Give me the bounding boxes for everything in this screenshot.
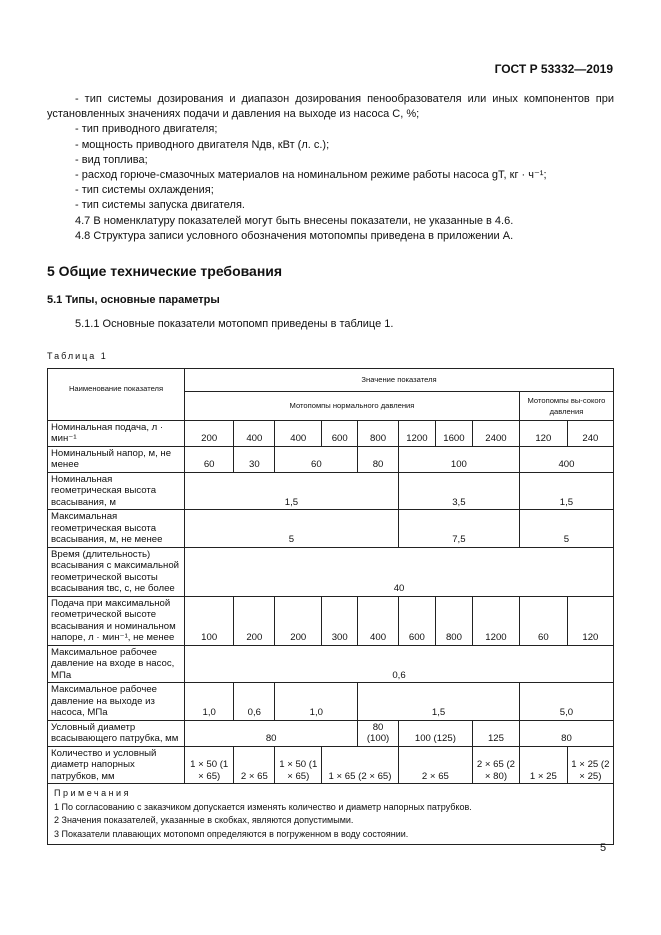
row-label: Максимальное рабочее давление на входе в насос, МПа	[48, 645, 185, 683]
value-cell: 1,5	[185, 472, 399, 510]
value-cell: 1200	[472, 596, 519, 645]
value-cell: 400	[275, 420, 322, 446]
list-item: - тип системы запуска двигателя.	[75, 199, 245, 212]
value-cell: 5	[519, 510, 613, 548]
subsection-heading: 5.1 Типы, основные параметры	[47, 294, 220, 307]
value-cell: 2 × 65	[398, 746, 472, 784]
table-row	[48, 596, 614, 645]
value-cell: 1 × 25 (2 × 25)	[567, 746, 613, 784]
paragraph-5-1-1: 5.1.1 Основные показатели мотопомп приведены в таблице 1.	[75, 318, 394, 331]
table-row	[48, 683, 614, 721]
table-row	[48, 645, 614, 683]
header-name: Наименование показателя	[48, 368, 185, 420]
table-row	[48, 446, 614, 472]
note-item: 1 По согласованию с заказчиком допускается изменять количество и диаметр напорных патрубков.	[54, 801, 472, 812]
list-item: - мощность приводного двигателя Nдв, кВт (л. с.);	[75, 138, 330, 151]
list-item: - тип системы охлаждения;	[75, 184, 214, 197]
page-number: 5	[600, 842, 607, 854]
list-item: - тип приводного двигателя;	[75, 123, 218, 136]
value-cell: 1,5	[519, 472, 613, 510]
table-notes	[48, 784, 614, 845]
section-heading: 5 Общие технические требования	[47, 263, 283, 280]
value-cell: 2400	[472, 420, 519, 446]
document-body	[47, 92, 614, 845]
row-label: Номинальный напор, м, не менее	[48, 446, 185, 472]
value-cell: 200	[275, 596, 322, 645]
paragraph-4-8: 4.8 Структура записи условного обозначения мотопомпы приведена в приложении А.	[75, 229, 514, 242]
value-cell: 400	[358, 596, 399, 645]
value-cell: 60	[185, 446, 234, 472]
row-label: Количество и условный диаметр напорных патрубков, мм	[48, 746, 185, 784]
value-cell: 100	[185, 596, 234, 645]
table-row	[48, 420, 614, 446]
value-cell: 40	[185, 547, 614, 596]
value-cell: 80	[358, 446, 399, 472]
value-cell: 2 × 65	[234, 746, 275, 784]
row-label: Максимальная геометрическая высота всасывания, м, не менее	[48, 510, 185, 548]
standard-header: ГОСТ Р 53332—2019	[494, 62, 613, 76]
row-label: Номинальная подача, л · мин⁻¹	[48, 420, 185, 446]
value-cell: 600	[398, 596, 435, 645]
value-cell: 1,0	[275, 683, 358, 721]
value-cell: 800	[358, 420, 399, 446]
value-cell: 240	[567, 420, 613, 446]
value-cell: 60	[519, 596, 567, 645]
value-cell: 100 (125)	[398, 720, 472, 746]
value-cell: 120	[519, 420, 567, 446]
value-cell: 600	[322, 420, 358, 446]
value-cell: 100	[398, 446, 519, 472]
table-row	[48, 510, 614, 548]
list-item: - расход горюче-смазочных материалов на номинальном режиме работы насоса gТ, кг · ч⁻¹;	[75, 169, 547, 182]
list-item: - тип системы дозирования и диапазон дозирования пенообразователя или иных компонентов при установленных значениях подачи и давления на выходе из насоса С, %;	[47, 93, 614, 121]
value-cell: 120	[567, 596, 613, 645]
list	[47, 122, 614, 213]
value-cell: 200	[234, 596, 275, 645]
value-cell: 1,5	[358, 683, 520, 721]
header-normal-pressure: Мотопомпы нормального давления	[185, 391, 520, 420]
value-cell: 5,0	[519, 683, 613, 721]
value-cell: 0,6	[185, 645, 614, 683]
value-cell: 800	[435, 596, 472, 645]
value-cell: 400	[519, 446, 613, 472]
value-cell: 1200	[398, 420, 435, 446]
row-label: Номинальная геометрическая высота всасывания, м	[48, 472, 185, 510]
value-cell: 80	[519, 720, 613, 746]
header-value: Значение показателя	[185, 368, 614, 391]
row-label: Подача при максимальной геометрической высоте всасывания и номинальном напоре, л · мин⁻¹, не менее	[48, 596, 185, 645]
note-item: 2 Значения показателей, указанные в скобках, являются допустимыми.	[54, 815, 354, 826]
value-cell: 400	[234, 420, 275, 446]
row-label: Максимальное рабочее давление на выходе из насоса, МПа	[48, 683, 185, 721]
table-row	[48, 720, 614, 746]
list-item: - вид топлива;	[75, 153, 148, 166]
table-caption: Таблица 1	[47, 350, 108, 361]
value-cell: 125	[472, 720, 519, 746]
header-high-pressure: Мотопомпы вы-сокого давления	[519, 391, 613, 420]
value-cell: 80 (100)	[358, 720, 399, 746]
value-cell: 2 × 65 (2 × 80)	[472, 746, 519, 784]
row-label: Условный диаметр всасывающего патрубка, мм	[48, 720, 185, 746]
value-cell: 1600	[435, 420, 472, 446]
notes-title: Примечания	[54, 788, 131, 799]
value-cell: 1 × 65 (2 × 65)	[322, 746, 399, 784]
value-cell: 0,6	[234, 683, 275, 721]
value-cell: 1 × 25	[519, 746, 567, 784]
value-cell: 1,0	[185, 683, 234, 721]
value-cell: 3,5	[398, 472, 519, 510]
value-cell: 60	[275, 446, 358, 472]
value-cell: 5	[185, 510, 399, 548]
row-label: Время (длительность) всасывания с максимальной геометрической высоты всасывания tвс, с, не более	[48, 547, 185, 596]
value-cell: 1 × 50 (1 × 65)	[275, 746, 322, 784]
paragraph-4-7: 4.7 В номенклатуру показателей могут быть внесены показатели, не указанные в 4.6.	[75, 214, 514, 227]
table-row	[48, 547, 614, 596]
value-cell: 1 × 50 (1 × 65)	[185, 746, 234, 784]
note-item: 3 Показатели плавающих мотопомп определяются в погруженном в воду состоянии.	[54, 828, 409, 839]
value-cell: 200	[185, 420, 234, 446]
value-cell: 30	[234, 446, 275, 472]
value-cell: 80	[185, 720, 358, 746]
value-cell: 300	[322, 596, 358, 645]
table-row	[48, 472, 614, 510]
table-row	[48, 746, 614, 784]
parameters-table	[47, 368, 614, 846]
value-cell: 7,5	[398, 510, 519, 548]
